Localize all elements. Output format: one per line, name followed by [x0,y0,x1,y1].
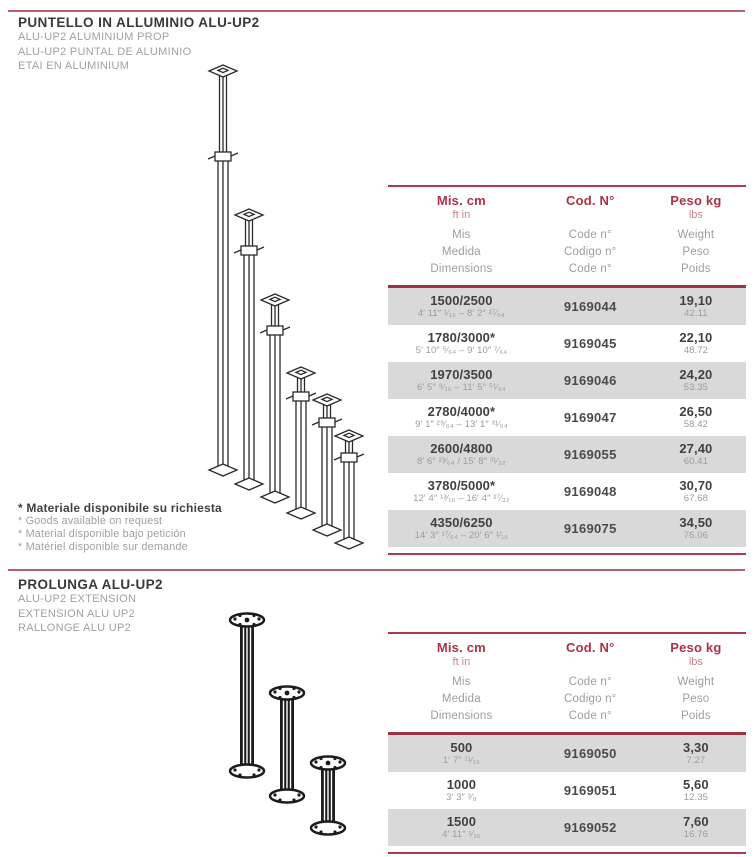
code-number: 9169075 [563,521,617,536]
section-subtitle: ALU-UP2 ALUMINIUM PROP [18,31,170,43]
section-title: PROLUNGA ALU-UP2 [18,577,163,592]
dimension-value: 1000 [446,777,477,792]
code-number: 9169050 [563,746,617,761]
table-row [388,772,746,809]
dimension-value: 1780/3000* [427,330,496,345]
table-row [388,809,746,846]
dimension-ftin-value: 5′ 10″ ⁵⁄₆₄ – 9′ 10″ ⁷⁄₆₄ [415,345,508,356]
weight-kg-value: 27,40 [679,441,713,456]
column-label: Code n° [568,676,612,688]
weight-lbs-value: 58.42 [683,419,708,430]
column-label: Peso [682,693,710,705]
code-number: 9169046 [563,373,617,388]
table-header [388,187,746,288]
column-label: Code n° [568,710,612,722]
table-row [388,436,746,473]
dimension-value: 3780/5000* [427,478,496,493]
code-number: 9169045 [563,336,617,351]
weight-kg-value: 5,60 [683,777,709,792]
column-label: Poids [680,710,711,722]
weight-lbs-value: 76.06 [683,530,708,541]
column-label: Code n° [568,263,612,275]
code-number: 9169055 [563,447,617,462]
column-label: Medida [441,693,481,705]
dimension-value: 2780/4000* [427,404,496,419]
column-label: Codigo n° [564,246,617,258]
column-label: Dimensions [430,710,493,722]
table-header [388,634,746,735]
table-row [388,325,746,362]
table-bottom-rule [388,852,746,854]
weight-lbs-value: 12.35 [683,792,708,803]
table-row [388,288,746,325]
code-number: 9169052 [563,820,617,835]
dimension-ftin-value: 8′ 6″ ²³⁄₆₄ / 15′ 8″ ³¹⁄₃₂ [416,456,506,467]
section-subtitle: RALLONGE ALU UP2 [18,622,132,634]
column-label: Code n° [568,229,612,241]
weight-kg-value: 30,70 [679,478,713,493]
weight-kg-value: 24,20 [679,367,713,382]
column-label: Medida [441,246,481,258]
dimension-ftin-value: 14′ 3″ ¹⁷⁄₆₄ – 20′ 6″ ¹⁄₁₆ [414,530,509,541]
table-row [388,399,746,436]
dimension-ftin-value: 1′ 7″ ¹¹⁄₁₆ [442,755,480,766]
column-title: Mis. cm [436,640,486,655]
props-group [208,65,364,549]
column-title: Cod. N° [566,640,615,655]
column-label: Dimensions [430,263,493,275]
dimension-value: 500 [450,740,473,755]
footnote-line: * Goods available on request [18,515,163,527]
table-row [388,735,746,772]
footnote-line: * Materiale disponibile su richiesta [18,501,222,515]
table-body [388,735,746,846]
column-label: Codigo n° [564,693,617,705]
weight-lbs-value: 16.76 [683,829,708,840]
weight-kg-value: 19,10 [679,293,713,308]
column-subtitle: lbs [688,656,703,668]
column-title: Peso kg [670,193,722,208]
dimension-ftin-value: 9′ 1″ ²⁹⁄₆₄ – 13′ 1″ ³¹⁄₆₄ [415,419,508,430]
weight-kg-value: 34,50 [679,515,713,530]
section-subtitle: ALU-UP2 PUNTAL DE ALUMINIO [18,45,192,58]
code-number: 9169051 [563,783,617,798]
column-label: Weight [677,229,715,241]
section-subtitle: EXTENSION ALU UP2 [18,607,135,620]
column-label: Poids [680,263,711,275]
column-subtitle: ft in [452,656,471,668]
table-row [388,510,746,547]
weight-kg-value: 7,60 [683,814,709,829]
weight-kg-value: 3,30 [683,740,709,755]
column-label: Mis [452,676,471,688]
table-body [388,288,746,547]
weight-lbs-value: 48.72 [683,345,708,356]
weight-kg-value: 22,10 [679,330,713,345]
dimension-value: 1970/3500 [430,367,493,382]
column-subtitle: lbs [688,209,703,221]
section-divider-rule [8,569,745,571]
weight-lbs-value: 7.27 [686,755,706,766]
extensions-group [230,614,345,835]
dimension-ftin-value: 12′ 4″ ¹³⁄₁₆ – 16′ 4″ ²⁷⁄₃₂ [413,493,510,504]
column-label: Weight [677,676,715,688]
weight-lbs-value: 42.11 [684,308,708,319]
weight-lbs-value: 53.35 [683,382,708,393]
column-label: Mis [452,229,471,241]
dimension-ftin-value: 4′ 11″ ¹⁄₁₆ [442,829,481,840]
footnote-line: * Matériel disponible sur demande [18,541,188,553]
dimension-ftin-value: 4′ 11″ ¹⁄₁₆ – 8′ 2″ ²⁷⁄₆₄ [417,308,506,319]
section-subtitle: ALU-UP2 EXTENSION [18,593,137,605]
dimension-ftin-value: 3′ 3″ ³⁄₈ [446,792,477,803]
dimension-value: 1500 [446,814,477,829]
availability-footnote [18,501,222,554]
extension-spec-table [388,632,746,854]
prop-spec-table [388,185,746,555]
dimension-value: 2600/4800 [430,441,493,456]
section-extension-header [18,577,163,636]
prop-technical-drawing [190,58,376,552]
extension-technical-drawing [222,605,364,843]
dimension-value: 4350/6250 [430,515,493,530]
table-bottom-rule [388,553,746,555]
dimension-ftin-value: 6′ 5″ ⁹⁄₁₆ – 11′ 5″ ⁵¹⁄₆₄ [417,382,506,393]
column-title: Mis. cm [436,193,486,208]
weight-kg-value: 26,50 [679,404,713,419]
column-subtitle: ft in [452,209,471,221]
code-number: 9169047 [563,410,617,425]
dimension-value: 1500/2500 [430,293,493,308]
section-subtitle: ETAI EN ALUMINIUM [18,60,130,72]
footnote-line: * Material disponible bajo petición [18,528,186,540]
column-label: Peso [682,246,710,258]
column-title: Cod. N° [566,193,615,208]
section-title: PUNTELLO IN ALLUMINIO ALU-UP2 [18,15,260,30]
code-number: 9169044 [563,299,617,314]
column-title: Peso kg [670,640,722,655]
weight-lbs-value: 67.68 [683,493,708,504]
top-rule [8,10,745,12]
table-row [388,362,746,399]
table-row [388,473,746,510]
weight-lbs-value: 60.41 [683,456,708,467]
code-number: 9169048 [563,484,617,499]
